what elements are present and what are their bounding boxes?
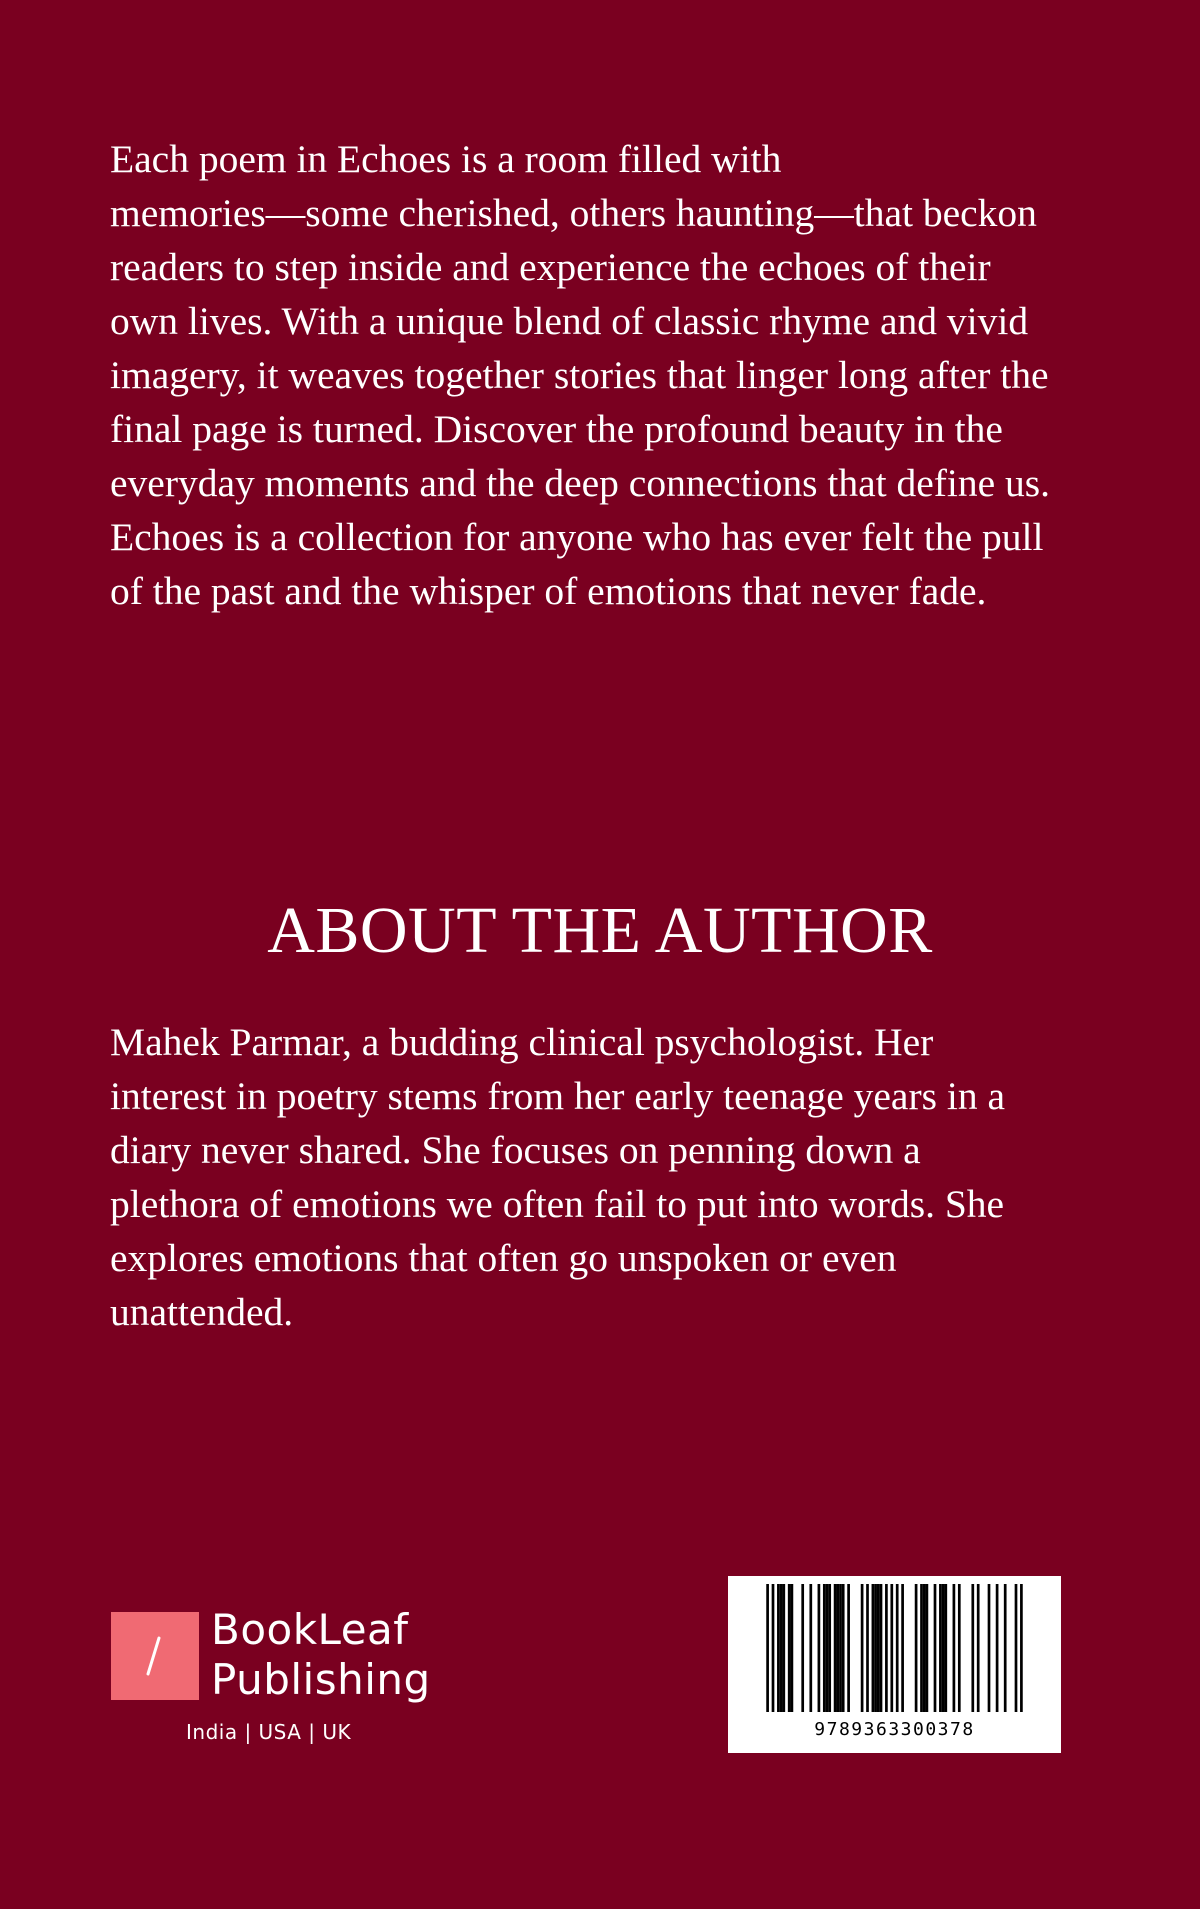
slash-icon [111, 1612, 199, 1700]
barcode-bar [971, 1584, 974, 1712]
barcode-bar [958, 1584, 961, 1712]
about-author-heading: ABOUT THE AUTHOR [267, 894, 933, 967]
barcode-bar [877, 1584, 880, 1712]
barcode-bar [777, 1584, 780, 1712]
slash-logo-icon [111, 1612, 199, 1700]
barcode-bar [1020, 1584, 1023, 1712]
barcode-bar [842, 1584, 845, 1712]
barcode-bar [934, 1584, 937, 1712]
barcode-bar [872, 1584, 875, 1712]
isbn-number: 9789363300378 [814, 1719, 975, 1740]
barcode-bar [788, 1584, 791, 1712]
barcode-bar [791, 1584, 794, 1712]
barcode-bar [828, 1584, 831, 1712]
barcode-bar [953, 1584, 956, 1712]
barcode-bar [861, 1584, 864, 1712]
barcode-bar [885, 1584, 888, 1712]
barcode-bar [923, 1584, 926, 1712]
barcode-bar [772, 1584, 775, 1712]
barcode-bar [939, 1584, 942, 1712]
barcode-bar [766, 1584, 769, 1712]
barcode-bar [880, 1584, 883, 1712]
publisher-regions: India | USA | UK [186, 1720, 352, 1744]
barcode-bar [836, 1584, 839, 1712]
publisher-name-text: BookLeaf Publishing [211, 1605, 431, 1704]
barcode-bar [809, 1584, 812, 1712]
barcode-bar [874, 1584, 877, 1712]
barcode-bar [847, 1584, 850, 1712]
barcode-bar [780, 1584, 783, 1712]
barcode-bar [926, 1584, 929, 1712]
publisher-name [211, 1605, 431, 1705]
barcode-bar [996, 1584, 999, 1712]
barcode-bar [823, 1584, 826, 1712]
barcode-bar [901, 1584, 904, 1712]
barcode-bar [896, 1584, 899, 1712]
barcode-bar [920, 1584, 923, 1712]
barcode-bar [977, 1584, 980, 1712]
barcode-bar [818, 1584, 821, 1712]
author-bio: Mahek Parmar, a budding clinical psychologist. Her interest in poetry stems from her early teenage years in a diary never shared. She focuses on penning down a plethora of emotions we often fail to put into words. She explores emotions that often go unspoken or even unattended. [110, 1020, 1005, 1334]
barcode-bar [890, 1584, 893, 1712]
barcode-bar [942, 1584, 945, 1712]
barcode-bar [1004, 1584, 1007, 1712]
barcode-bar [839, 1584, 842, 1712]
barcode-bar [915, 1584, 918, 1712]
barcode-bar [826, 1584, 829, 1712]
barcode-bar [1015, 1584, 1018, 1712]
barcode-bar [782, 1584, 785, 1712]
barcode-bar [866, 1584, 869, 1712]
book-description: Each poem in Echoes is a room filled with memories—some cherished, others haunting—that beckon readers to step inside and experience the echoes of their own lives. With a unique blend of classic rhyme and vivid imagery, it weaves together stories that linger long after the final page is turned. Discover the profound beauty in the everyday moments and the deep connections that define us. Echoes is a collection for anyone who has ever felt the pull of the past and the whisper of emotions that never fade. [110, 137, 1051, 613]
barcode-bar [988, 1584, 991, 1712]
barcode-bar [944, 1584, 947, 1712]
barcode-bars [728, 1576, 1061, 1716]
barcode-bar [801, 1584, 804, 1712]
barcode [728, 1576, 1061, 1753]
barcode-bar [834, 1584, 837, 1712]
